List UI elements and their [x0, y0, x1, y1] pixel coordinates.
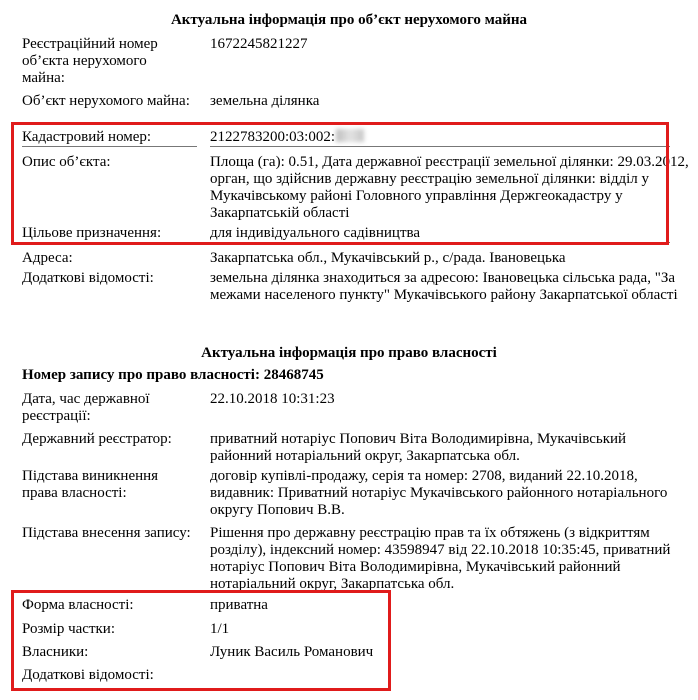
share-size-label: Розмір частки:: [22, 621, 115, 637]
cadastral-label: Кадастровий номер:: [22, 129, 197, 147]
extra-info-label: Додаткові відомості:: [22, 270, 154, 286]
highlight-box-ownership: [11, 590, 391, 691]
date-value: 22.10.2018 10:31:23: [210, 391, 335, 407]
section-title-ownership: Актуальна інформація про право власності: [201, 345, 497, 361]
entry-basis-label: Підстава внесення запису:: [22, 525, 191, 541]
owners-extra-info-label: Додаткові відомості:: [22, 667, 154, 683]
address-value: Закарпатська обл., Мукачівський р., с/рада. Івановецька: [210, 250, 566, 266]
ownership-form-label: Форма власності:: [22, 597, 134, 613]
owners-label: Власники:: [22, 644, 89, 660]
owners-value: Луник Василь Романович: [210, 644, 374, 660]
basis-value: договір купівлі-продажу, серія та номер: 2708, виданий 22.10.2018, видавник: Приватний нотаріус Мукачівського районного нотаріального округу Попович В.В.: [210, 468, 668, 518]
object-label: Об’єкт нерухомого майна:: [22, 93, 190, 109]
extra-info-value: земельна ділянка знаходиться за адресою: Івановецька сільська рада, "За межами населеного пункту" Мукачівського району Закарпатської області: [210, 270, 678, 303]
basis-label: Підстава виникнення права власності:: [22, 468, 159, 501]
description-value: Площа (га): 0.51, Дата державної реєстрації земельної ділянки: 29.03.2012, орган, що здійснив державну реєстрацію земельної ділянки: відділ у Мукачівському районі Головного управління Держгеокадастру у Закарпатській області: [210, 154, 689, 221]
cadastral-number: 2122783200:03:002:: [210, 129, 336, 145]
reg-number-value: 1672245821227: [210, 36, 308, 52]
highlight-box-cadastral: [11, 122, 669, 245]
entry-basis-value: Рішення про державну реєстрацію прав та їх обтяжень (з відкриттям розділу), індексний номер: 43598947 від 22.10.2018 10:35:45, приватний нотаріус Попович Віта Володимирівна, Мукачівський районний нотаріальний округ, Закарпатська обл.: [210, 525, 671, 592]
registrar-label: Державний реєстратор:: [22, 431, 172, 447]
description-label: Опис об’єкта:: [22, 154, 111, 170]
address-label: Адреса:: [22, 250, 73, 266]
purpose-label: Цільове призначення:: [22, 225, 197, 243]
ownership-form-value: приватна: [210, 597, 268, 613]
share-size-value: 1/1: [210, 621, 230, 637]
date-label: Дата, час державної реєстрації:: [22, 391, 150, 424]
reg-number-label: Реєстраційний номер об’єкта нерухомого майна:: [22, 36, 158, 86]
registrar-value: приватний нотаріус Попович Віта Володимирівна, Мукачівський районний нотаріальний округ, Закарпатська обл.: [210, 431, 627, 464]
section-title-property: Актуальна інформація про об’єкт нерухомого майна: [170, 12, 528, 28]
object-value: земельна ділянка: [210, 93, 320, 109]
purpose-value: для індивідуального садівництва: [210, 225, 670, 243]
record-number-heading: Номер запису про право власності: 28468745: [22, 367, 324, 383]
